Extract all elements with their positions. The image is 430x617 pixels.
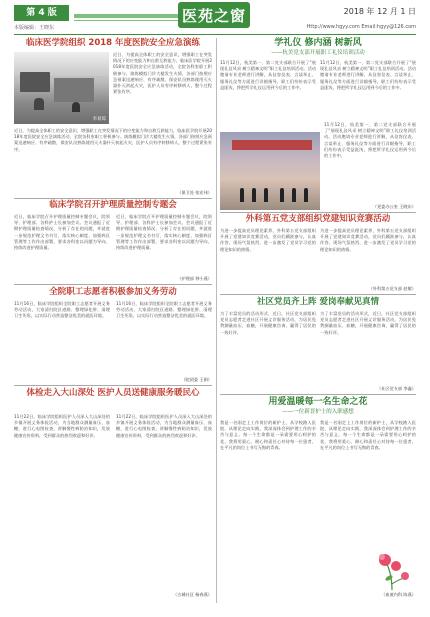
article-body: 为了丰富党员的活动形式，近日，社区党支部组织党员志愿者走进社区开展义诊服务活动，为居民免费测量血压、血糖，开展健康咨询，赢得了居民的一致好评。: [220, 311, 316, 335]
article-mountain-checkup: [14, 388, 212, 399]
article-byline: （保卫处 张宏伟）: [177, 190, 212, 195]
article-nurse-essay: [220, 397, 416, 416]
article-body-cont: 为进一步提高党员理论素养，外科第五党支部组织开展了党建知识竞赛活动，党员们踊跃参与，认真作答，现场气氛热烈，进一步激发了党员学习党的理论知识的热情。: [320, 228, 416, 252]
photo-credit: 李易琼: [92, 117, 106, 122]
article-title: 用爱温暖每一名生命之花: [268, 397, 368, 407]
article-body-cont: 11月22日，临床学院组织医护人员深入大山深处的乡镇开展义务体检活动，为当地群众测量血压、血糖，进行心电图检查，讲解慢性病防治知识，发放健康宣传资料，受到群众的热烈欢迎和好评。: [116, 414, 212, 438]
article-body: 近日，为提高全体职工的安全意识，增强职工在突发情况下的应变能力和自救互救能力，临床医学院开展2018年度医院安全应急演练活动，全院各科室职工积极参与。演练模拟门诊大楼发生火情，各部门按照应急预案迅速响应、有序疏散，保安队员熟练使用灭火器扑灭初起火灾，医护人员有序转移病人，整个过程紧张有序。: [113, 52, 212, 95]
article-volunteer: [14, 287, 212, 298]
article-title: 临床学院召开护理质量控制专题会: [49, 200, 177, 210]
article-body: 11月22日，临床学院组织医护人员深入大山深处的乡镇开展义务体检活动，为当地群众测量血压、血糖，进行心电图检查，讲解慢性病防治知识，发放健康宣传资料，受到群众的热烈欢迎和好评。: [14, 414, 110, 438]
article-title: 外科第五党支部组织党建知识竞赛活动: [245, 214, 391, 224]
article-body-cont: 我是一名刚走上工作岗位的新护士，从学校踏入医院，从理论走向实践，我深深体会到护理工作的辛苦与意义。每一个生命都是一朵需要用心呵护的花，我将用爱心、耐心和责任心对待每一位患者，在平凡的岗位上书写无悔的青春。: [320, 420, 416, 450]
masthead-divider: [14, 34, 416, 35]
article-nursing-meeting: [14, 200, 212, 211]
drill-photo: [14, 52, 109, 124]
divider: [220, 212, 416, 213]
article-body: 11月12日，杭美第一、第二党支部联合开展了“展现礼仪风采 树立精神文明”职工礼仪培训活动。活动邀请专业老师进行讲解，从仪容仪表、言谈举止、服务礼仪等方面进行详细指导，职工们纷纷表示受益匪浅，将把所学礼仪运用到今后的工作中。: [220, 60, 316, 90]
issue-date: 2018 年 12 月 1 日: [343, 7, 416, 16]
article-body-cont: 为了丰富党员的活动形式，近日，社区党支部组织党员志愿者走进社区开展义诊服务活动，为居民免费测量血压、血糖，开展健康咨询，赢得了居民的一致好评。: [320, 311, 416, 335]
column-divider: [216, 38, 217, 603]
article-body: 我是一名刚走上工作岗位的新护士，从学校踏入医院，从理论走向实践，我深深体会到护理工作的辛苦与意义。每一个生命都是一朵需要用心呵护的花，我将用爱心、耐心和责任心对待每一位患者，在平凡的岗位上书写无悔的青春。: [220, 420, 316, 450]
article-byline: （外科第五党支部 赵敏）: [368, 286, 416, 291]
photo-caption: （党委办公室 王晓东）: [372, 204, 416, 209]
article-byline: （社区党支部 李鑫）: [376, 386, 416, 391]
article-body-cont: 近日，临床学院召开护理质量控制专题会议，院领导、护理部、各科护士长参加会议。会议通报了近期护理质量检查情况，分析了存在的问题，并就进一步规范护理文书书写、落实核心制度、加强病区管理等工作作出部署，要求各科室以问题为导向，持续改进护理质量。: [116, 214, 212, 251]
article-body-cont: 11月12日，杭美第一、第二党支部联合开展了“展现礼仪风采 树立精神文明”职工礼仪培训活动。活动邀请专业老师进行讲解，从仪容仪表、言谈举止、服务礼仪等方面进行详细指导，职工们纷纷表示受益匪浅，将把所学礼仪运用到今后的工作中。: [320, 60, 416, 90]
section-logo-text: 医苑之窗: [181, 7, 246, 25]
issue-tab: 第 4 版: [14, 5, 69, 21]
article-body-cont2: 11月12日，杭美第一、第二党支部联合开展了“展现礼仪风采 树立精神文明”职工礼仪培训活动。活动邀请专业老师进行讲解，从仪容仪表、言谈举止、服务礼仪等方面进行详细指导，职工们纷纷表示受益匪浅，将把所学礼仪运用到今后的工作中。: [324, 122, 416, 159]
article-title: 学礼仪 修内涵 树新风: [274, 38, 362, 48]
article-subtitle: ——一位新晋护士的入职感想: [282, 409, 354, 415]
divider: [14, 385, 212, 386]
contact-line: Http://www.hgyy.com Email:hgyy@126.com: [306, 24, 416, 30]
divider: [220, 394, 416, 395]
article-byline: （院团委 王娟）: [181, 377, 212, 382]
article-safety-drill: [14, 38, 212, 49]
divider: [220, 294, 416, 295]
flower-illustration: [372, 548, 412, 590]
article-party-quiz: [220, 214, 416, 225]
article-body-cont: 近日，为提高全体职工的安全意识，增强职工在突发情况下的应变能力和自救互救能力，临床医学院开展2018年度医院安全应急演练活动，全院各科室职工积极参与。演练模拟门诊大楼发生火情，各部门按照应急预案迅速响应、有序疏散，保安队员熟练使用灭火器扑灭初起火灾，医护人员有序转移病人，整个过程紧张有序。: [14, 128, 212, 152]
article-body-cont: 11月16日，临床学院组织全院职工志愿者开展义务劳动活动，大家清扫院区道路、整理绿化带、清理卫生死角，以实际行动营造整洁优美的就医环境。: [116, 301, 212, 319]
article-byline: （血液内科 陈燕）: [381, 592, 416, 597]
article-etiquette: [220, 38, 416, 57]
article-title: 全院职工志愿者积极参加义务劳动: [49, 287, 177, 297]
article-body: 为进一步提高党员理论素养，外科第五党支部组织开展了党建知识竞赛活动，党员们踊跃参与，认真作答，现场气氛热烈，进一步激发了党员学习党的理论知识的热情。: [220, 228, 316, 252]
editor-line: 本版编辑：王晓东: [14, 25, 55, 31]
article-title: 社区党员齐上阵 爱岗奉献见真情: [257, 297, 379, 307]
article-byline: （护理部 钟小燕）: [177, 276, 212, 281]
article-byline: （古城社区 杨春燕）: [172, 592, 212, 597]
section-logo: [178, 2, 250, 28]
article-body: 近日，临床学院召开护理质量控制专题会议，院领导、护理部、各科护士长参加会议。会议通报了近期护理质量检查情况，分析了存在的问题，并就进一步规范护理文书书写、落实核心制度、加强病区管理等工作作出部署，要求各科室以问题为导向，持续改进护理质量。: [14, 214, 110, 251]
article-title: 临床医学院组织 2018 年度医院安全应急演练: [25, 38, 201, 48]
article-body: 11月16日，临床学院组织全院职工志愿者开展义务劳动活动，大家清扫院区道路、整理绿化带、清理卫生死角，以实际行动营造整洁优美的就医环境。: [14, 301, 110, 319]
article-community-party: [220, 297, 416, 308]
article-title: 体检走入大山深处 医护人员送健康服务暖民心: [26, 388, 200, 398]
etiquette-photo: [220, 132, 320, 210]
article-subtitle: ——杭美党支部开展职工礼仪培训活动: [271, 50, 365, 56]
stage-banner: [232, 140, 312, 150]
divider: [14, 284, 212, 285]
divider: [14, 198, 212, 199]
